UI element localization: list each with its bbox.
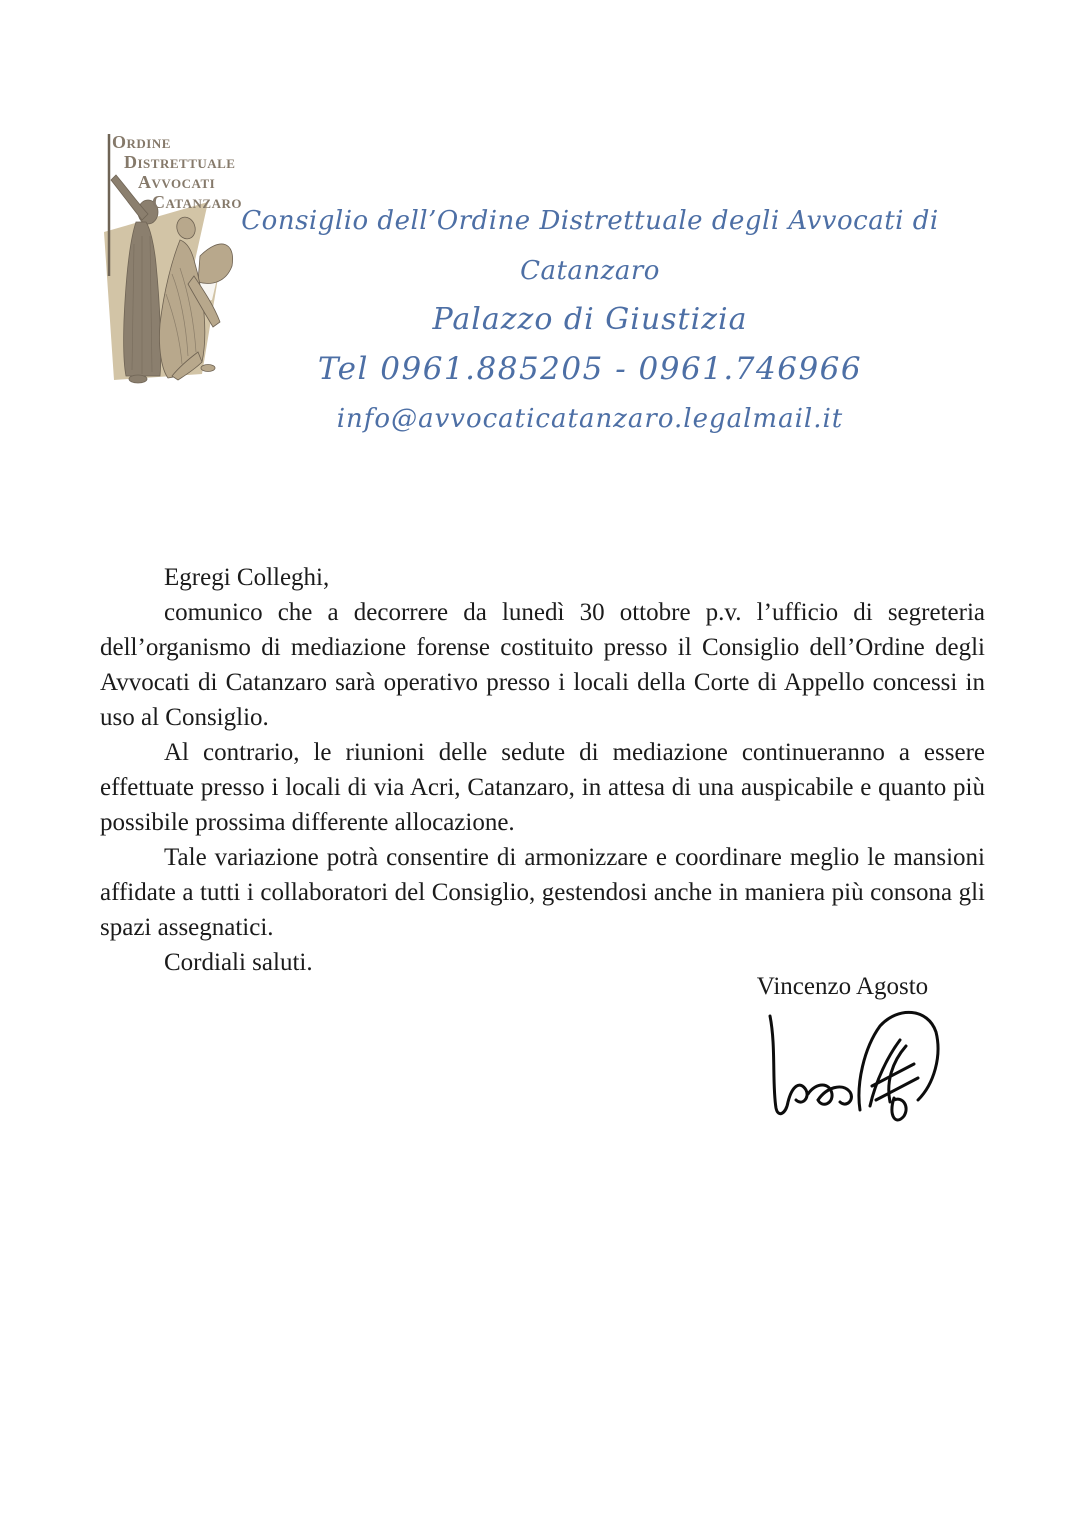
letterhead [0,0,1080,434]
salutation: Egregi Colleghi, [164,564,330,591]
logo-line: Catanzaro [152,192,242,212]
paragraph: Al contrario, le riunioni delle sedute di mediazione continueranno a essere effettuate presso i locali di via Acri, Catanzaro, in attesa di una auspicabile e quanto più possibile prossima differente allocazione. [100,739,985,836]
closing: Cordiali saluti. [164,949,313,976]
paragraph: comunico che a decorrere da lunedì 30 ottobre p.v. l’ufficio di segreteria dell’organismo di mediazione forense costituito presso il Consiglio dell’Ordine degli Avvocati di Catanzaro sarà operativo presso i locali della Corte di Appello concessi in uso al Consiglio. [100,599,985,731]
email-line: info@avvocaticatanzaro.legalmail.it [336,404,844,434]
letterhead-script-block [220,196,960,444]
logo-line: Ordine [112,132,171,152]
letter-body [100,560,985,980]
organization-name: Consiglio dell’Ordine Distrettuale degli Avvocati di Catanzaro [241,206,939,286]
handwritten-signature-icon [742,998,952,1123]
logo-line: Avvocati [138,172,216,192]
phone-line: Tel 0961.885205 - 0961.746966 [317,351,863,387]
signature-name: Vincenzo Agosto [756,973,929,1000]
address-line: Palazzo di Giustizia [432,302,748,337]
logo-line: Distrettuale [124,152,236,172]
paragraph: Tale variazione potrà consentire di armonizzare e coordinare meglio le mansioni affidate a tutti i collaboratori del Consiglio, gestendosi anche in maniera più consona gli spazi assegnatici. [100,844,985,941]
